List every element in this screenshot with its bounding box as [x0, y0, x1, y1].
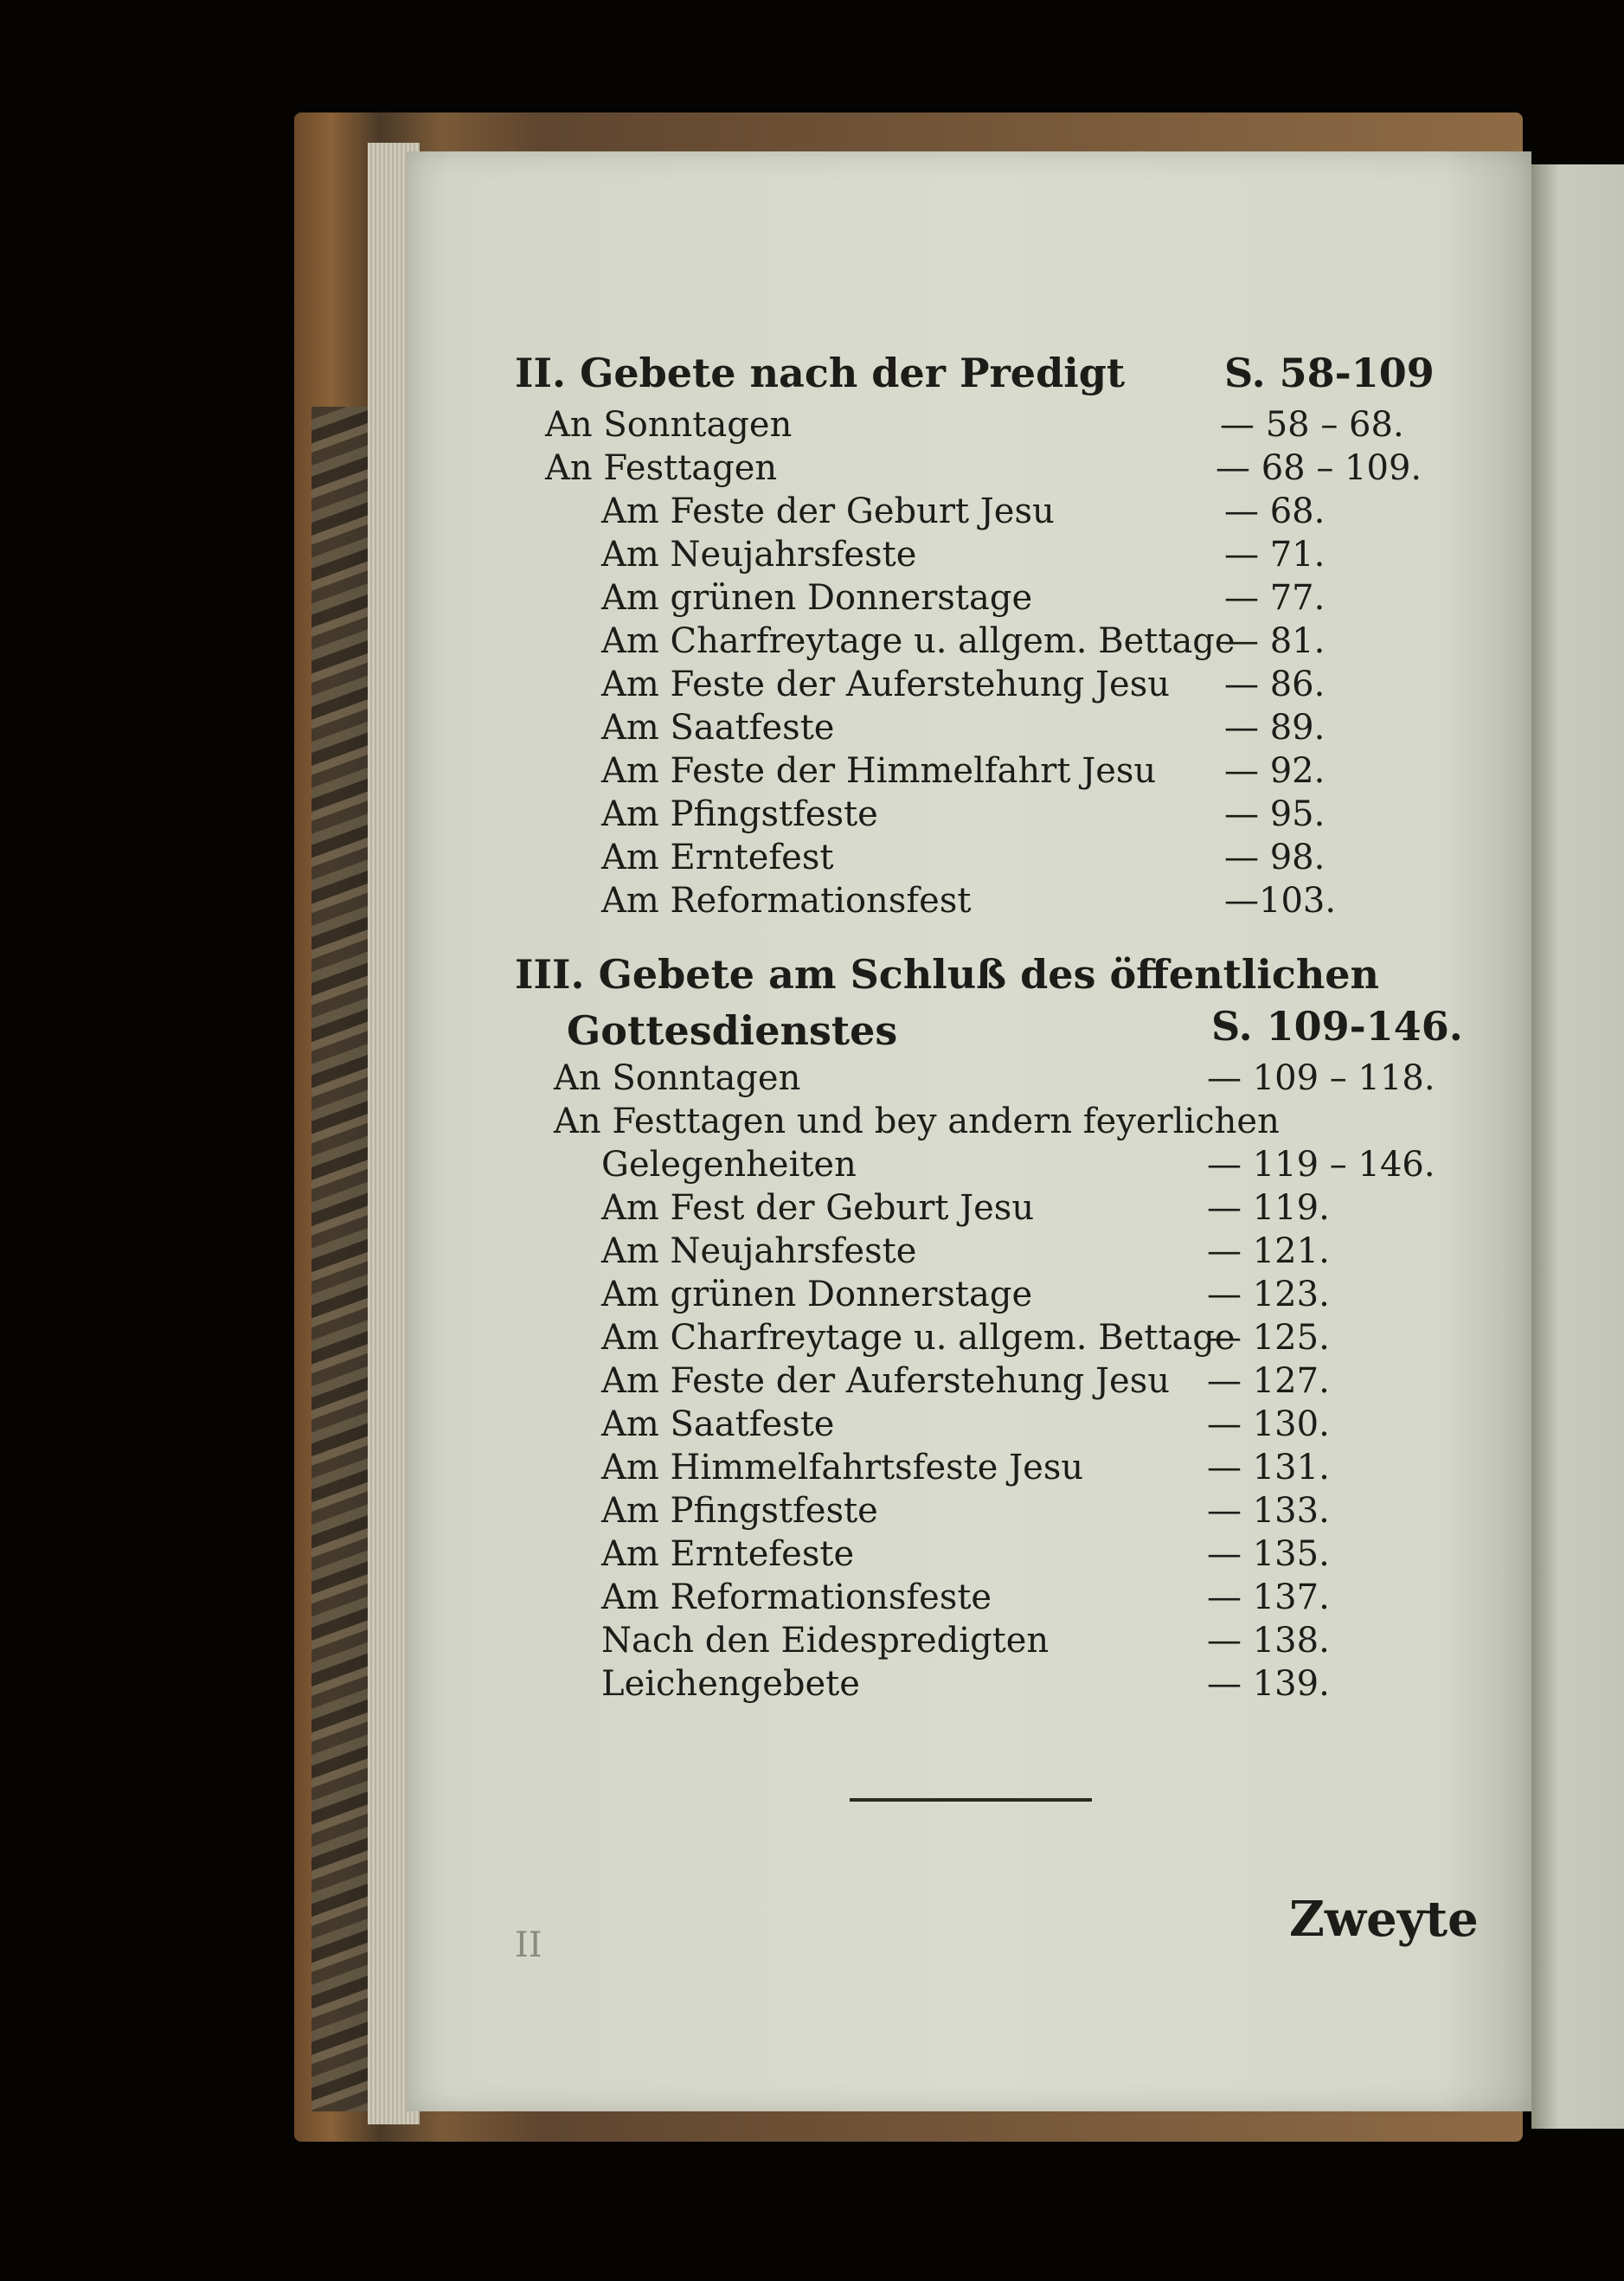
- toc-entry: Am Feste der Geburt Jesu: [601, 492, 1055, 531]
- toc-page-ref: — 77.: [1224, 578, 1326, 618]
- toc-page-ref: — 68.: [1224, 492, 1326, 531]
- toc-entry: Am grünen Donnerstage: [601, 578, 1033, 618]
- toc-page-ref: — 121.: [1207, 1231, 1330, 1271]
- toc-page-ref: — 71.: [1224, 535, 1326, 575]
- toc-page-ref: — 138.: [1207, 1621, 1330, 1661]
- toc-entry: Am Pfingstfeste: [601, 794, 878, 834]
- toc-page-ref: — 119 – 146.: [1207, 1145, 1435, 1185]
- marbled-board: [311, 407, 372, 2111]
- toc-entry: An Festtagen und bey andern feyerlichen: [554, 1102, 1280, 1141]
- toc-entry: Am Feste der Himmelfahrt Jesu: [601, 751, 1157, 791]
- book-page: [407, 151, 1531, 2111]
- toc-entry: Am Neujahrsfeste: [601, 1231, 917, 1271]
- toc-page-ref: — 133.: [1207, 1491, 1330, 1531]
- toc-entry: Am Feste der Auferstehung Jesu: [601, 665, 1170, 704]
- toc-entry: Am Erntefeste: [601, 1534, 855, 1574]
- section-range-iii: S. 109-146.: [1211, 1003, 1463, 1050]
- toc-entry: Nach den Eidespredigten: [601, 1621, 1050, 1661]
- toc-entry: Am Feste der Auferstehung Jesu: [601, 1361, 1170, 1401]
- toc-entry: Am Reformationsfeste: [601, 1577, 992, 1617]
- toc-page-ref: — 130.: [1207, 1404, 1330, 1444]
- toc-entry: Am Reformationsfest: [601, 881, 972, 921]
- section-heading-iii: III. Gebete am Schluß des öffentlichen: [515, 951, 1379, 998]
- toc-page-ref: — 109 – 118.: [1207, 1058, 1435, 1098]
- toc-entry: Am Himmelfahrtsfeste Jesu: [601, 1448, 1084, 1487]
- toc-entry: Am grünen Donnerstage: [601, 1275, 1033, 1314]
- toc-page-ref: — 58 – 68.: [1220, 405, 1404, 445]
- toc-page-ref: — 123.: [1207, 1275, 1330, 1314]
- section-heading-iii-cont: Gottesdienstes: [567, 1007, 898, 1054]
- toc-page-ref: — 119.: [1207, 1188, 1330, 1228]
- toc-entry: Am Saatfeste: [601, 708, 835, 748]
- section-heading-ii: II. Gebete nach der Predigt: [515, 350, 1126, 396]
- toc-entry: An Festtagen: [545, 448, 778, 488]
- toc-entry: Am Fest der Geburt Jesu: [601, 1188, 1035, 1228]
- toc-page-ref: — 135.: [1207, 1534, 1330, 1574]
- toc-page-ref: — 125.: [1207, 1318, 1330, 1358]
- toc-entry: Am Charfreytage u. allgem. Bettage: [601, 621, 1236, 661]
- toc-entry: Am Pfingstfeste: [601, 1491, 878, 1531]
- toc-entry: An Sonntagen: [545, 405, 793, 445]
- toc-page-ref: — 86.: [1224, 665, 1326, 704]
- toc-entry: Gelegenheiten: [601, 1145, 857, 1185]
- toc-page-ref: — 81.: [1224, 621, 1326, 661]
- toc-entry: Am Neujahrsfeste: [601, 535, 917, 575]
- toc-entry: Am Saatfeste: [601, 1404, 835, 1444]
- signature-mark: II: [515, 1925, 542, 1965]
- toc-entry: An Sonntagen: [554, 1058, 801, 1098]
- facing-page: [1531, 164, 1624, 2129]
- toc-page-ref: — 137.: [1207, 1577, 1330, 1617]
- toc-page-ref: — 89.: [1224, 708, 1326, 748]
- toc-page-ref: —103.: [1224, 881, 1337, 921]
- toc-page-ref: — 68 – 109.: [1216, 448, 1422, 488]
- toc-page-ref: — 127.: [1207, 1361, 1330, 1401]
- divider-rule: [850, 1798, 1092, 1802]
- toc-page-ref: — 139.: [1207, 1664, 1330, 1704]
- toc-entry: Leichengebete: [601, 1664, 860, 1704]
- catchword: Zweyte: [1289, 1891, 1479, 1948]
- section-range-ii: S. 58-109: [1224, 350, 1435, 396]
- toc-page-ref: — 98.: [1224, 838, 1326, 877]
- toc-page-ref: — 92.: [1224, 751, 1326, 791]
- toc-page-ref: — 95.: [1224, 794, 1326, 834]
- toc-entry: Am Erntefest: [601, 838, 834, 877]
- toc-entry: Am Charfreytage u. allgem. Bettage: [601, 1318, 1236, 1358]
- toc-page-ref: — 131.: [1207, 1448, 1330, 1487]
